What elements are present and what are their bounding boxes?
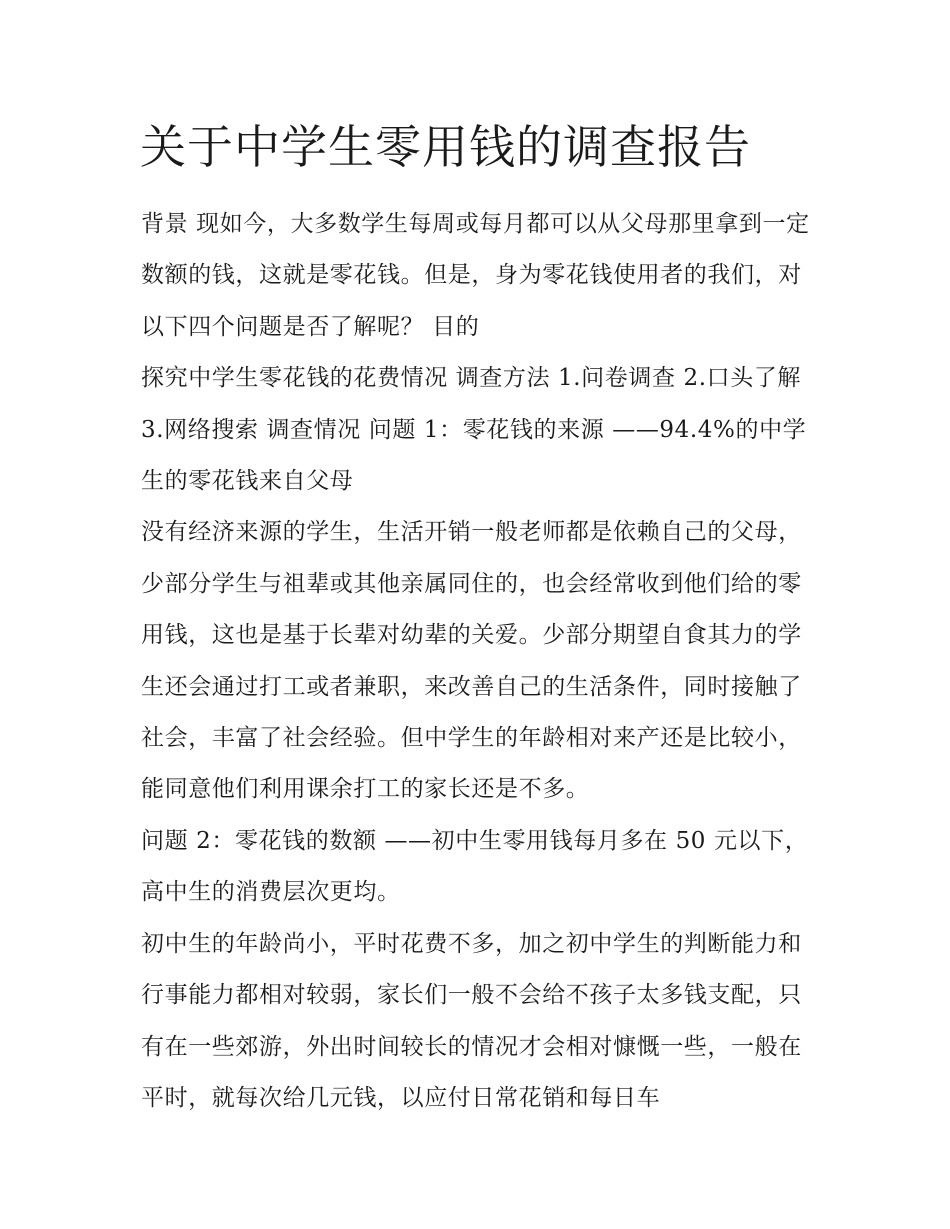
paragraph-background-purpose: 背景 现如今，大多数学生每周或每月都可以从父母那里拿到一定数额的钱，这就是零花钱。但是，身为零花钱使用者的我们，对以下四个问题是否了解呢？ 目的 xyxy=(141,211,810,340)
paragraph-method-question-1: 探究中学生零花钱的花费情况 调查方法 1.问卷调查 2.口头了解 3.网络搜索 调查情况 问题 1：零花钱的来源 ——94.4%的中学生的零花钱来自父母 xyxy=(141,365,807,495)
document-body xyxy=(141,199,813,1124)
paragraph-income-source: 没有经济来源的学生，生活开销一般老师都是依赖自己的父母，少部分学生与祖辈或其他亲属同住的，也会经常收到他们给的零用钱，这也是基于长辈对幼辈的关爱。少部分期望自食其力的学生还会通过打工或者兼职，来改善自己的生活条件，同时接触了社会，丰富了社会经验。但中学生的年龄相对来产还是比较小，能同意他们利用课余打工的家长还是不多。 xyxy=(141,519,802,803)
paragraph-junior-spending: 初中生的年龄尚小，平时花费不多，加之初中学生的判断能力和行事能力都相对较弱，家长们一般不会给不孩子太多钱支配，只有在一些郊游，外出时间较长的情况才会相对慷慨一些，一般在平时，就每次给几元钱，以应付日常花销和每日车 xyxy=(141,930,802,1111)
document-title: 关于中学生零用钱的调查报告 xyxy=(140,120,751,174)
paragraph-question-2: 问题 2：零花钱的数额 ——初中生零用钱每月多在 50 元以下，高中生的消费层次更均。 xyxy=(141,827,809,906)
